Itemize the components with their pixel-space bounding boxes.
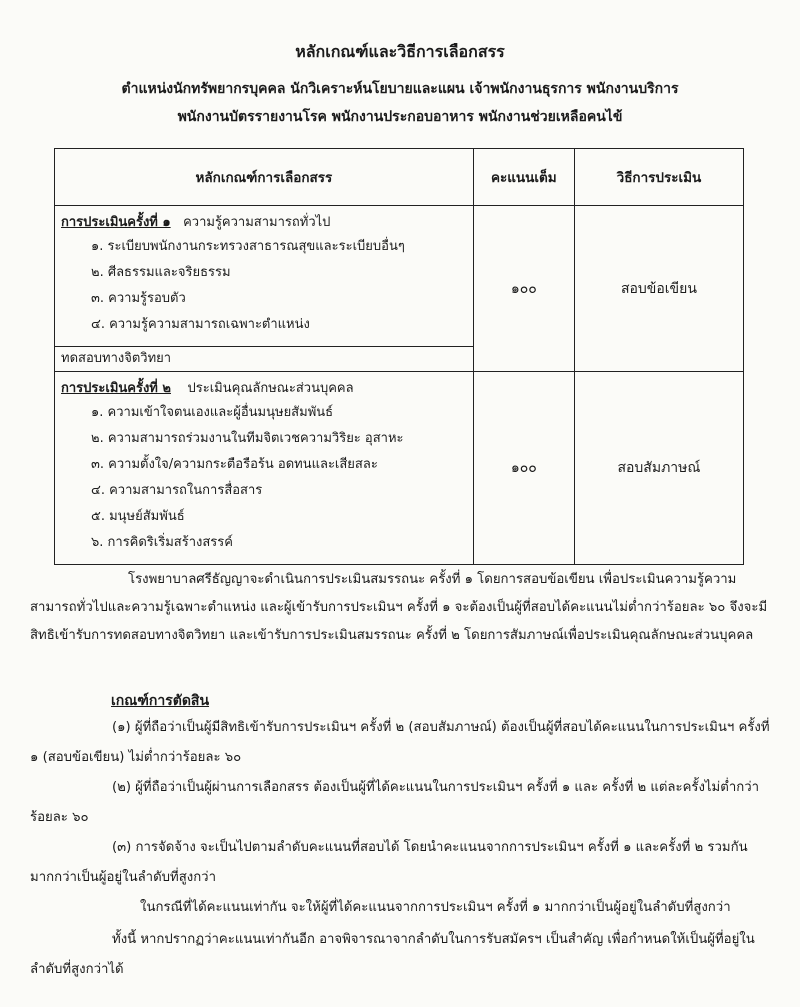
intro-paragraph: โรงพยาบาลศรีธัญญาจะดำเนินการประเมินสมรรถนะ ครั้งที่ ๑ โดยการสอบข้อเขียน เพื่อประเมินความรู้ความสามารถทั่วไปและความรู้เฉพาะตำแหน่ง และผู้เข้ารับการประเมินฯ ครั้งที่ ๑ จะต้องเป็นผู้ที่สอบได้คะแนนไม่ต่ำกว่าร้อยละ ๖๐ จึงจะมีสิทธิเข้ารับการทดสอบทางจิตวิทยา และเข้ารับการประเมินสมรรถนะ ครั้งที่ ๒ โดยการสัมภาษณ์เพื่อประเมินคุณลักษณะส่วนบุคคล xyxy=(30,572,768,643)
header-full-score: คะแนนเต็ม xyxy=(473,149,574,206)
decision-rule-1: (๑) ผู้ที่ถือว่าเป็นผู้มีสิทธิเข้ารับการประเมินฯ ครั้งที่ ๒ (สอบสัมภาษณ์) ต้องเป็นผู้ที่สอบได้คะแนนในการประเมินฯ ครั้งที่ ๑ (สอบข้อเขียน) ไม่ต่ำกว่าร้อยละ ๖๐ xyxy=(30,720,770,765)
decision-heading: เกณฑ์การตัดสิน xyxy=(111,693,210,709)
phase1-method: สอบข้อเขียน xyxy=(574,206,743,372)
table-row-phase2 xyxy=(55,372,744,565)
phase2-item: ๒. ความสามารถร่วมงานในทีมจิตเวชความวิริยะ อุสาหะ xyxy=(91,431,404,446)
phase2-item: ๕. มนุษย์สัมพันธ์ xyxy=(91,509,185,524)
phase2-item: ๓. ความตั้งใจ/ความกระตือรือร้น อดทนและเสียสละ xyxy=(91,457,378,472)
header-method: วิธีการประเมิน xyxy=(574,149,743,206)
psych-test-cell: ทดสอบทางจิตวิทยา xyxy=(55,347,474,372)
table-row-phase1 xyxy=(55,206,744,347)
criteria-table xyxy=(54,148,744,565)
phase2-label: การประเมินครั้งที่ ๒ xyxy=(61,381,171,396)
table-header-row xyxy=(55,149,744,206)
phase2-cell xyxy=(55,372,474,565)
phase1-item: ๑. ระเบียบพนักงานกระทรวงสาธารณสุขและระเบียบอื่นๆ xyxy=(91,239,405,254)
phase2-item: ๖. การคิดริเริ่มสร้างสรรค์ xyxy=(91,535,233,550)
positions-line-2: พนักงานบัตรรายงานโรค พนักงานประกอบอาหาร พนักงานช่วยเหลือคนไข้ xyxy=(177,109,623,125)
phase2-item: ๑. ความเข้าใจตนเองและผู้อื่นมนุษยสัมพันธ์ xyxy=(91,405,334,420)
tie-break-paragraph-2: ทั้งนี้ หากปรากฏว่าคะแนนเท่ากันอีก อาจพิจารณาจากลำดับในการรับสมัครฯ เป็นสำคัญ เพื่อกำหนดให้เป็นผู้ที่อยู่ในลำดับที่สูงกว่าได้ xyxy=(30,932,755,977)
document-title: หลักเกณฑ์และวิธีการเลือกสรร xyxy=(295,42,505,61)
phase2-item: ๔. ความสามารถในการสื่อสาร xyxy=(91,483,263,498)
phase1-item: ๓. ความรู้รอบตัว xyxy=(91,291,186,306)
phase1-label: การประเมินครั้งที่ ๑ xyxy=(61,215,171,230)
phase2-score: ๑๐๐ xyxy=(473,372,574,565)
phase1-item: ๔. ความรู้ความสามารถเฉพาะตำแหน่ง xyxy=(91,317,310,332)
decision-rule-2: (๒) ผู้ที่ถือว่าเป็นผู้ผ่านการเลือกสรร ต้องเป็นผู้ที่ได้คะแนนในการประเมินฯ ครั้งที่ ๑ และ ครั้งที่ ๒ แต่ละครั้งไม่ต่ำกว่าร้อยละ ๖๐ xyxy=(30,780,760,825)
tie-break-paragraph-1: ในกรณีที่ได้คะแนนเท่ากัน จะให้ผู้ที่ได้คะแนนจากการประเมินฯ ครั้งที่ ๑ มากกว่าเป็นผู้อยู่ในลำดับที่สูงกว่า xyxy=(140,900,731,915)
phase2-method: สอบสัมภาษณ์ xyxy=(574,372,743,565)
phase1-item: ๒. ศีลธรรมและจริยธรรม xyxy=(91,265,231,280)
header-criteria: หลักเกณฑ์การเลือกสรร xyxy=(55,149,474,206)
decision-rule-3: (๓) การจัดจ้าง จะเป็นไปตามลำดับคะแนนที่สอบได้ โดยนำคะแนนจากการประเมินฯ ครั้งที่ ๑ และครั้งที่ ๒ รวมกัน มากกว่าเป็นผู้อยู่ในลำดับที่สูงกว่า xyxy=(30,840,748,885)
phase2-heading xyxy=(61,378,467,400)
phase2-title: ประเมินคุณลักษณะส่วนบุคคล xyxy=(187,381,354,396)
phase1-cell xyxy=(55,206,474,347)
phase1-heading xyxy=(61,212,467,234)
phase1-title: ความรู้ความสามารถทั่วไป xyxy=(183,215,331,230)
phase1-score: ๑๐๐ xyxy=(473,206,574,372)
positions-line-1: ตำแหน่งนักทรัพยากรบุคคล นักวิเคราะห์นโยบายและแผน เจ้าพนักงานธุรการ พนักงานบริการ xyxy=(121,81,679,97)
